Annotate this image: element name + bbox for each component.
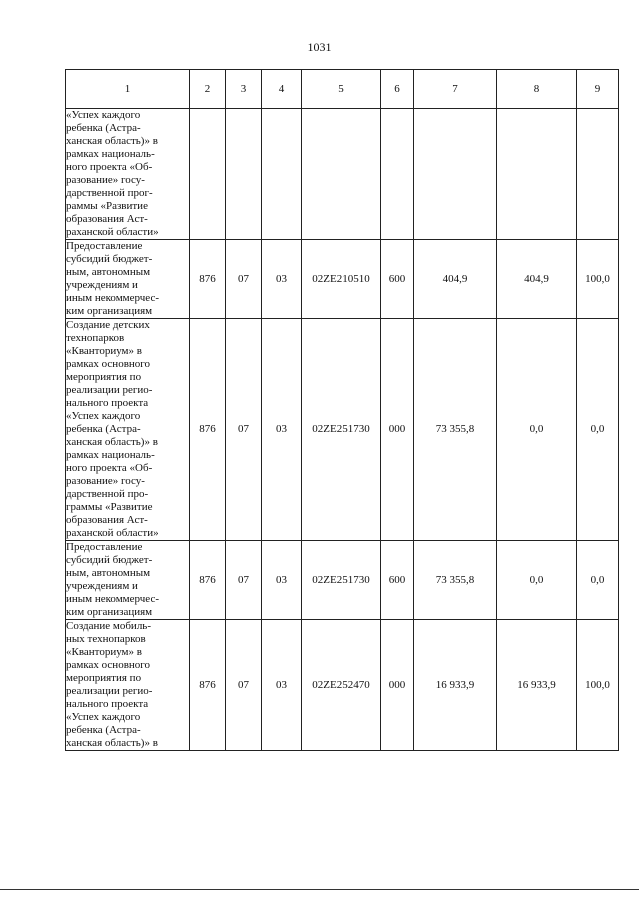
item-name-line: ного проекта «Об-	[66, 161, 153, 173]
column-header: 1	[66, 70, 190, 109]
approved-amount-cell: 16 933,9	[414, 620, 497, 751]
item-name-cell	[66, 240, 190, 319]
item-name-line: мероприятия по	[66, 672, 142, 684]
page-bottom-edge-line	[0, 889, 639, 890]
item-name-line: рамках националь-	[66, 148, 155, 160]
item-name-line: технопарков	[66, 332, 125, 344]
approved-amount-cell: 73 355,8	[414, 319, 497, 541]
item-name-line: нального проекта	[66, 698, 149, 710]
subsection-code-cell: 03	[262, 319, 302, 541]
item-name-line: «Успех каждого	[66, 711, 141, 723]
item-name-line: ным, автономным	[66, 567, 151, 579]
execution-percent-cell: 100,0	[577, 620, 619, 751]
column-header: 4	[262, 70, 302, 109]
item-name-line: «Успех каждого	[66, 109, 141, 121]
executed-amount-cell: 0,0	[497, 541, 577, 620]
item-name-cell	[66, 541, 190, 620]
execution-percent-cell: 0,0	[577, 319, 619, 541]
code-ved-cell: 876	[190, 240, 226, 319]
approved-amount-cell	[414, 109, 497, 240]
item-name-line: субсидий бюджет-	[66, 253, 153, 265]
item-name-line: ребенка (Астра-	[66, 423, 141, 435]
subsection-code-cell	[262, 109, 302, 240]
page-number: 1031	[307, 40, 332, 54]
item-name-line: иным некоммерчес-	[66, 593, 159, 605]
item-name-line: Предоставление	[66, 541, 143, 553]
expense-type-code-cell: 000	[381, 620, 414, 751]
executed-amount-cell: 16 933,9	[497, 620, 577, 751]
budget-table	[65, 69, 619, 751]
item-name-line: раханской области»	[66, 527, 159, 539]
column-header: 9	[577, 70, 619, 109]
item-name-line: ким организациям	[66, 305, 153, 317]
section-code-cell: 07	[226, 240, 262, 319]
table-row	[66, 109, 619, 240]
subsection-code-cell: 03	[262, 541, 302, 620]
item-name-line: рамках основного	[66, 358, 151, 370]
item-name-line: нального проекта	[66, 397, 149, 409]
item-name-line: ханская область)» в	[66, 436, 158, 448]
execution-percent-cell	[577, 109, 619, 240]
table-row	[66, 240, 619, 319]
subsection-code-cell: 03	[262, 620, 302, 751]
item-name-line: ного проекта «Об-	[66, 462, 153, 474]
item-name-line: раханской области»	[66, 226, 159, 238]
item-name-line: Предоставление	[66, 240, 143, 252]
expense-type-code-cell: 600	[381, 240, 414, 319]
execution-percent-cell: 100,0	[577, 240, 619, 319]
item-name-cell	[66, 319, 190, 541]
code-ved-cell	[190, 109, 226, 240]
target-article-code-cell: 02ZE251730	[302, 319, 381, 541]
item-name-line: ханская область)» в	[66, 135, 158, 147]
item-name-line: дарственной прог-	[66, 187, 153, 199]
item-name-line: образования Аст-	[66, 213, 148, 225]
item-name-line: граммы «Развитие	[66, 501, 153, 513]
item-name-line: ханская область)» в	[66, 737, 158, 749]
subsection-code-cell: 03	[262, 240, 302, 319]
item-name-line: рамках националь-	[66, 449, 155, 461]
item-name-line: ребенка (Астра-	[66, 122, 141, 134]
approved-amount-cell: 73 355,8	[414, 541, 497, 620]
table-row	[66, 620, 619, 751]
item-name-line: ным, автономным	[66, 266, 151, 278]
item-name-line: ким организациям	[66, 606, 153, 618]
item-name-line: реализации регио-	[66, 685, 153, 697]
executed-amount-cell	[497, 109, 577, 240]
item-name-line: «Успех каждого	[66, 410, 141, 422]
item-name-line: дарственной про-	[66, 488, 149, 500]
column-header: 6	[381, 70, 414, 109]
item-name-line: учреждениям и	[66, 279, 138, 291]
item-name-line: образования Аст-	[66, 514, 148, 526]
item-name-line: иным некоммерчес-	[66, 292, 159, 304]
item-name-line: «Кванториум» в	[66, 646, 142, 658]
header-row	[66, 70, 619, 109]
code-ved-cell: 876	[190, 620, 226, 751]
section-code-cell	[226, 109, 262, 240]
target-article-code-cell: 02ZE252470	[302, 620, 381, 751]
executed-amount-cell: 0,0	[497, 319, 577, 541]
column-header: 7	[414, 70, 497, 109]
item-name-line: субсидий бюджет-	[66, 554, 153, 566]
section-code-cell: 07	[226, 319, 262, 541]
table-row	[66, 319, 619, 541]
code-ved-cell: 876	[190, 541, 226, 620]
expense-type-code-cell: 600	[381, 541, 414, 620]
item-name-line: ребенка (Астра-	[66, 724, 141, 736]
item-name-line: рамках основного	[66, 659, 151, 671]
item-name-line: ных технопарков	[66, 633, 146, 645]
item-name-line: разование» госу-	[66, 174, 145, 186]
target-article-code-cell: 02ZE210510	[302, 240, 381, 319]
execution-percent-cell: 0,0	[577, 541, 619, 620]
item-name-line: разование» госу-	[66, 475, 145, 487]
column-header: 8	[497, 70, 577, 109]
item-name-line: мероприятия по	[66, 371, 142, 383]
column-header: 3	[226, 70, 262, 109]
item-name-line: Создание детских	[66, 319, 150, 331]
item-name-line: раммы «Развитие	[66, 200, 148, 212]
column-header: 2	[190, 70, 226, 109]
item-name-line: реализации регио-	[66, 384, 153, 396]
item-name-line: Создание мобиль-	[66, 620, 151, 632]
expense-type-code-cell: 000	[381, 319, 414, 541]
executed-amount-cell: 404,9	[497, 240, 577, 319]
item-name-cell	[66, 109, 190, 240]
target-article-code-cell: 02ZE251730	[302, 541, 381, 620]
column-header: 5	[302, 70, 381, 109]
table-row	[66, 541, 619, 620]
section-code-cell: 07	[226, 541, 262, 620]
approved-amount-cell: 404,9	[414, 240, 497, 319]
item-name-cell	[66, 620, 190, 751]
target-article-code-cell	[302, 109, 381, 240]
code-ved-cell: 876	[190, 319, 226, 541]
section-code-cell: 07	[226, 620, 262, 751]
expense-type-code-cell	[381, 109, 414, 240]
item-name-line: учреждениям и	[66, 580, 138, 592]
item-name-line: «Кванториум» в	[66, 345, 142, 357]
